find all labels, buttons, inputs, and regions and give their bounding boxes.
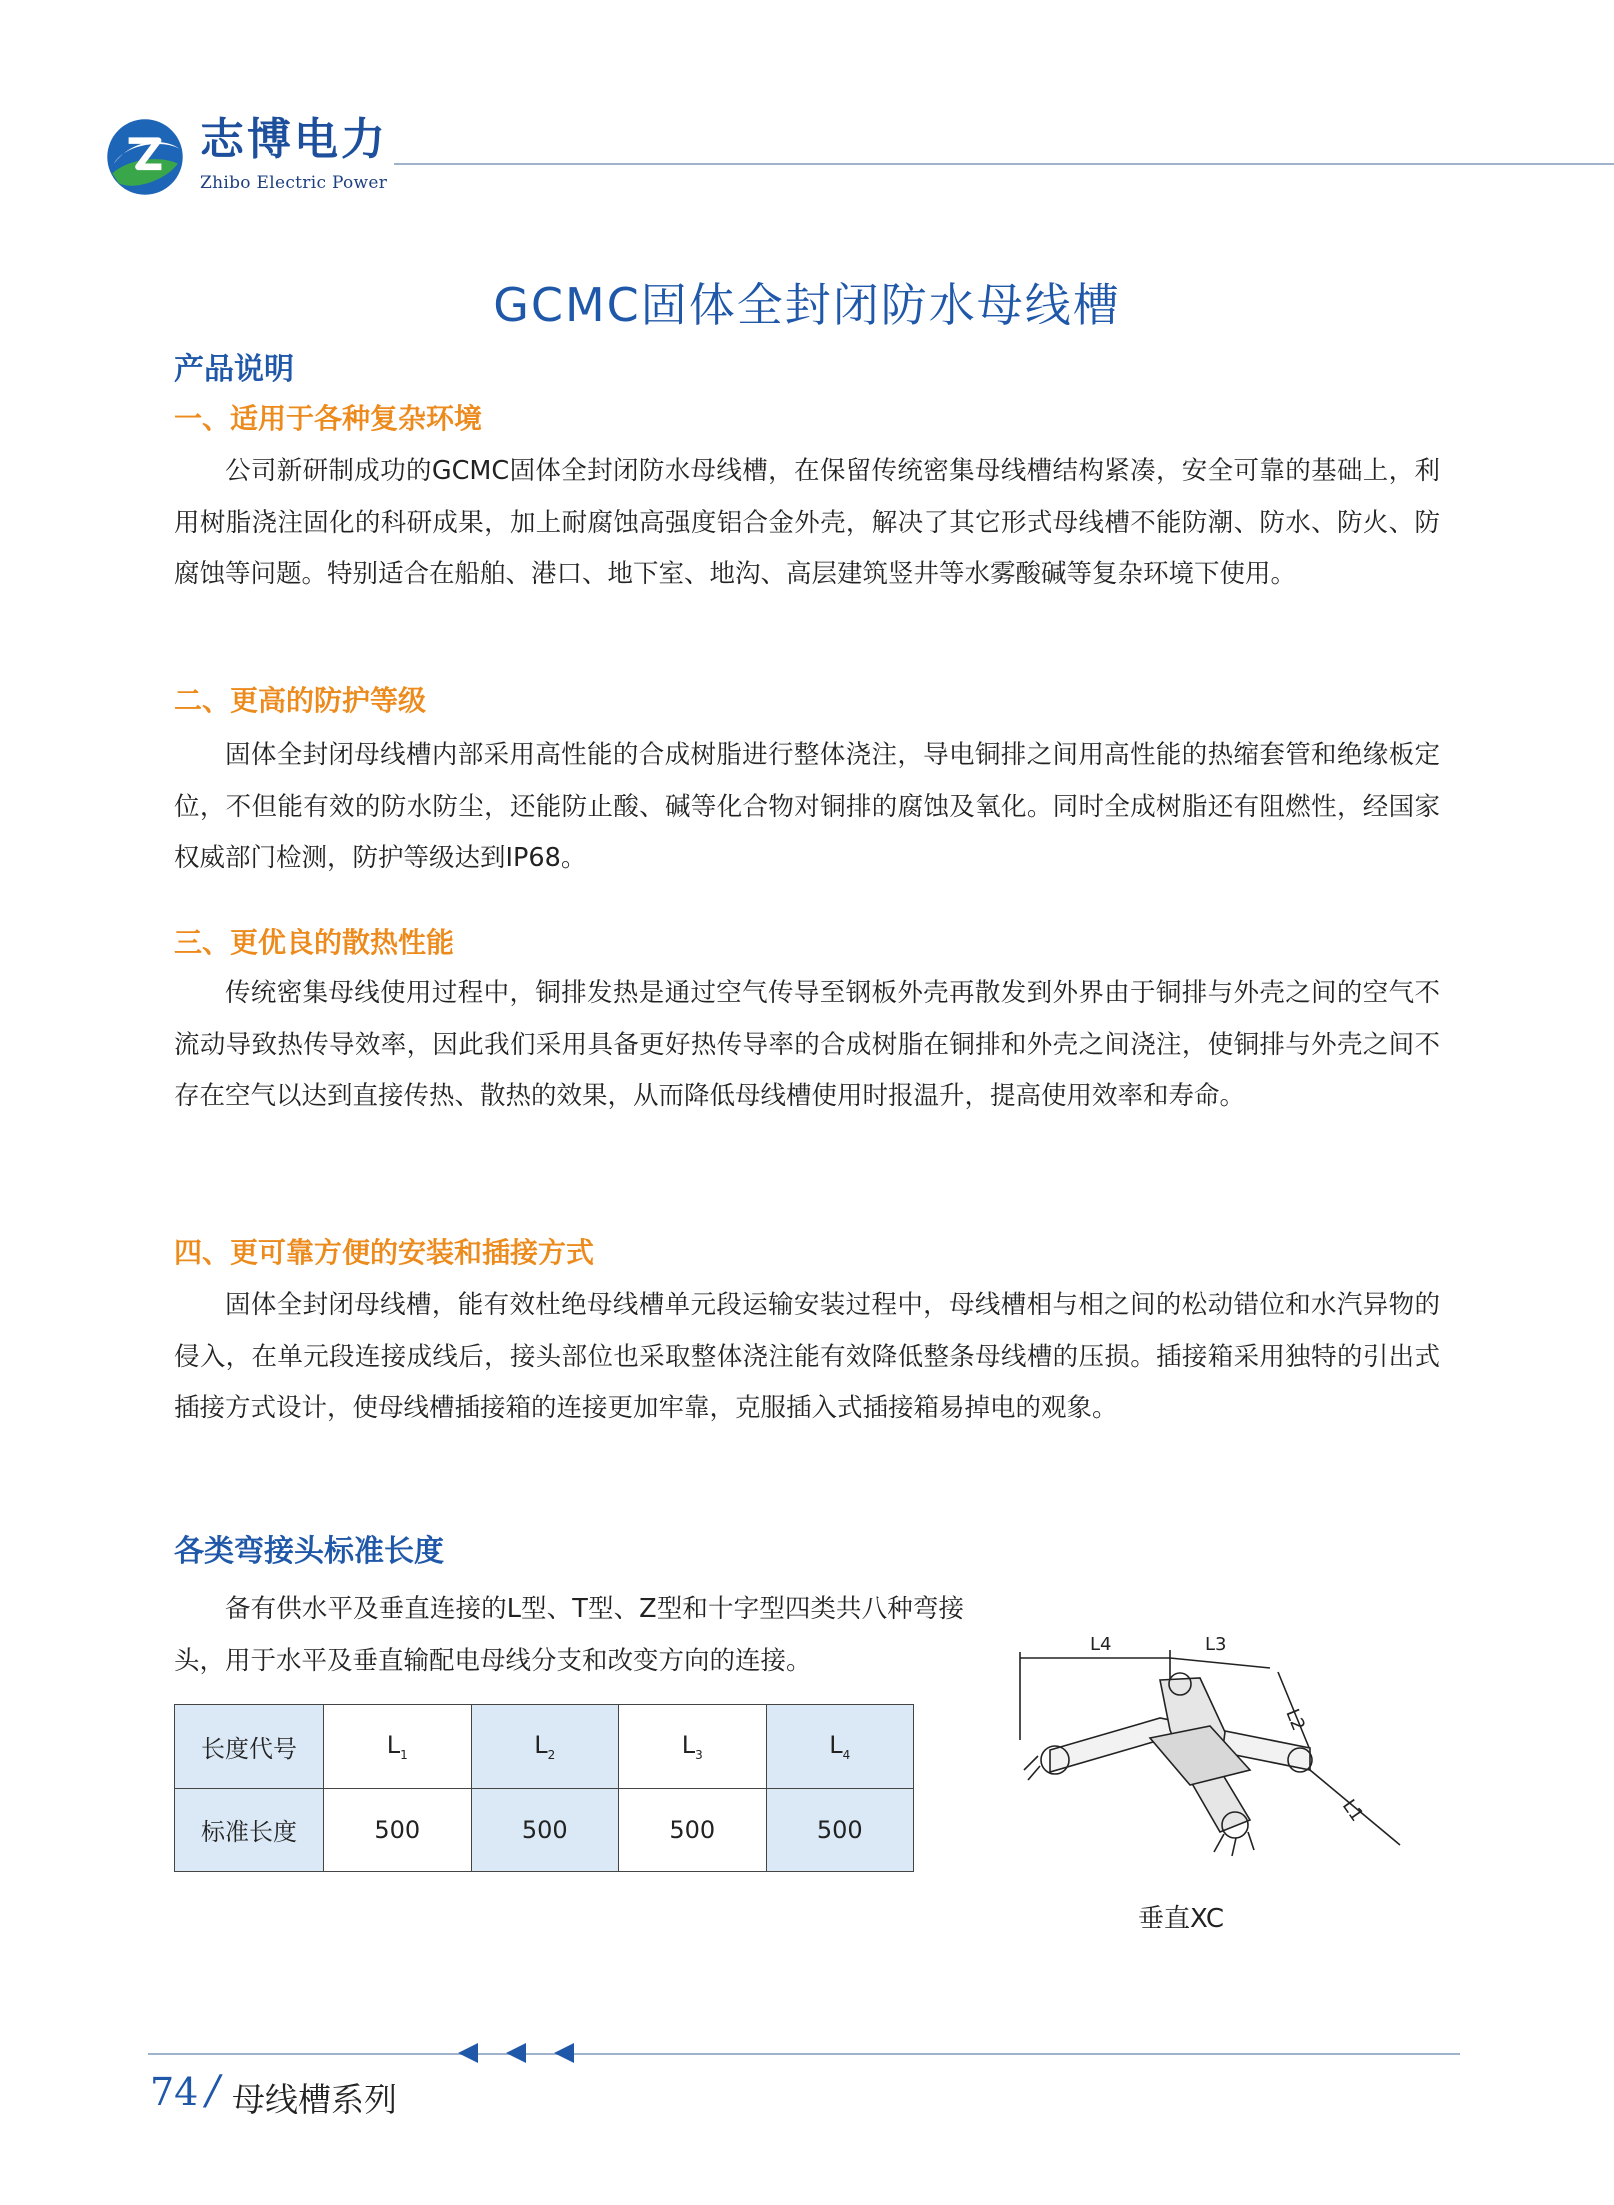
product-description-heading: 产品说明 bbox=[174, 352, 294, 387]
table-row-label: 长度代号 bbox=[175, 1705, 324, 1789]
section-4-heading: 四、更可靠方便的安装和插接方式 bbox=[174, 1236, 595, 1269]
diagram-label-l4: L4 bbox=[1090, 1634, 1112, 1655]
section-1-heading: 一、适用于各种复杂环境 bbox=[174, 402, 483, 435]
diagram-label-l2: L2 bbox=[1281, 1706, 1309, 1734]
table-cell-code bbox=[766, 1705, 914, 1789]
header-divider bbox=[394, 163, 1614, 165]
section-1-body: 公司新研制成功的GCMC固体全封闭防水母线槽，在保留传统密集母线槽结构紧凑，安全可靠的基础上，利用树脂浇注固化的科研成果，加上耐腐蚀高强度铝合金外壳，解决了其它形式母线槽不能防潮、防水、防火、防腐蚀等问题。特别适合在船舶、港口、地下室、地沟、高层建筑竖井等水雾酸碱等复杂环境下使用。 bbox=[174, 456, 1440, 589]
bend-joint-heading: 各类弯接头标准长度 bbox=[174, 1534, 444, 1569]
table-cell-code bbox=[324, 1705, 472, 1789]
page-number: 74 bbox=[150, 2070, 199, 2114]
code-base: L bbox=[386, 1730, 401, 1759]
left-arrows-icon bbox=[456, 2038, 576, 2068]
diagram-label-l3: L3 bbox=[1205, 1634, 1227, 1655]
table-row-label: 标准长度 bbox=[175, 1788, 324, 1872]
diagram-caption: 垂直XC bbox=[1138, 1904, 1225, 1934]
footer-slash: / bbox=[206, 2068, 220, 2114]
brand-name-en: Zhibo Electric Power bbox=[200, 173, 388, 193]
cross-joint-diagram bbox=[1010, 1620, 1410, 1860]
section-4-body: 固体全封闭母线槽，能有效杜绝母线槽单元段运输安装过程中，母线槽相与相之间的松动错位和水汽异物的侵入，在单元段连接成线后，接头部位也采取整体浇注能有效降低整条母线槽的压损。插接箱采用独特的引出式插接方式设计，使母线槽插接箱的连接更加牢靠，克服插入式插接箱易掉电的观象。 bbox=[174, 1290, 1440, 1423]
standard-length-table bbox=[174, 1704, 914, 1872]
table-cell-length: 500 bbox=[766, 1788, 914, 1872]
code-sub: 3 bbox=[695, 1747, 703, 1762]
section-2-body: 固体全封闭母线槽内部采用高性能的合成树脂进行整体浇注，导电铜排之间用高性能的热缩套管和绝缘板定位，不但能有效的防水防尘，还能防止酸、碱等化合物对铜排的腐蚀及氧化。同时全成树脂还有阻燃性，经国家权威部门检测，防护等级达到IP68。 bbox=[174, 740, 1440, 873]
series-name: 母线槽系列 bbox=[232, 2080, 397, 2119]
bend-joint-body: 备有供水平及垂直连接的L型、T型、Z型和十字型四类共八种弯接头，用于水平及垂直输配电母线分支和改变方向的连接。 bbox=[174, 1594, 964, 1676]
section-3-heading: 三、更优良的散热性能 bbox=[174, 926, 455, 959]
table-row bbox=[175, 1788, 914, 1872]
code-base: L bbox=[534, 1730, 548, 1759]
code-sub: 2 bbox=[547, 1747, 556, 1762]
table-cell-length: 500 bbox=[471, 1788, 619, 1872]
diagram-label-l1: L1 bbox=[1337, 1795, 1368, 1826]
code-sub: 1 bbox=[400, 1747, 408, 1762]
zb-logo-icon bbox=[104, 116, 186, 198]
section-2-heading: 二、更高的防护等级 bbox=[174, 684, 427, 717]
table-cell-code bbox=[471, 1705, 619, 1789]
code-base: L bbox=[681, 1730, 696, 1759]
table-row bbox=[175, 1705, 914, 1789]
brand-name-cn: 志博电力 bbox=[200, 114, 388, 165]
code-sub: 4 bbox=[842, 1747, 851, 1762]
table-cell-length: 500 bbox=[324, 1788, 472, 1872]
section-3-body: 传统密集母线使用过程中，铜排发热是通过空气传导至钢板外壳再散发到外界由于铜排与外壳之间的空气不流动导致热传导效率，因此我们采用具备更好热传导率的合成树脂在铜排和外壳之间浇注，使铜排与外壳之间不存在空气以达到直接传热、散热的效果，从而降低母线槽使用时报温升，提高使用效率和寿命。 bbox=[174, 978, 1440, 1111]
footer-divider bbox=[148, 2053, 1460, 2055]
table-cell-code bbox=[619, 1705, 767, 1789]
code-base: L bbox=[829, 1730, 843, 1759]
table-cell-length: 500 bbox=[619, 1788, 767, 1872]
page-title: GCMC固体全封闭防水母线槽 bbox=[493, 278, 1121, 332]
